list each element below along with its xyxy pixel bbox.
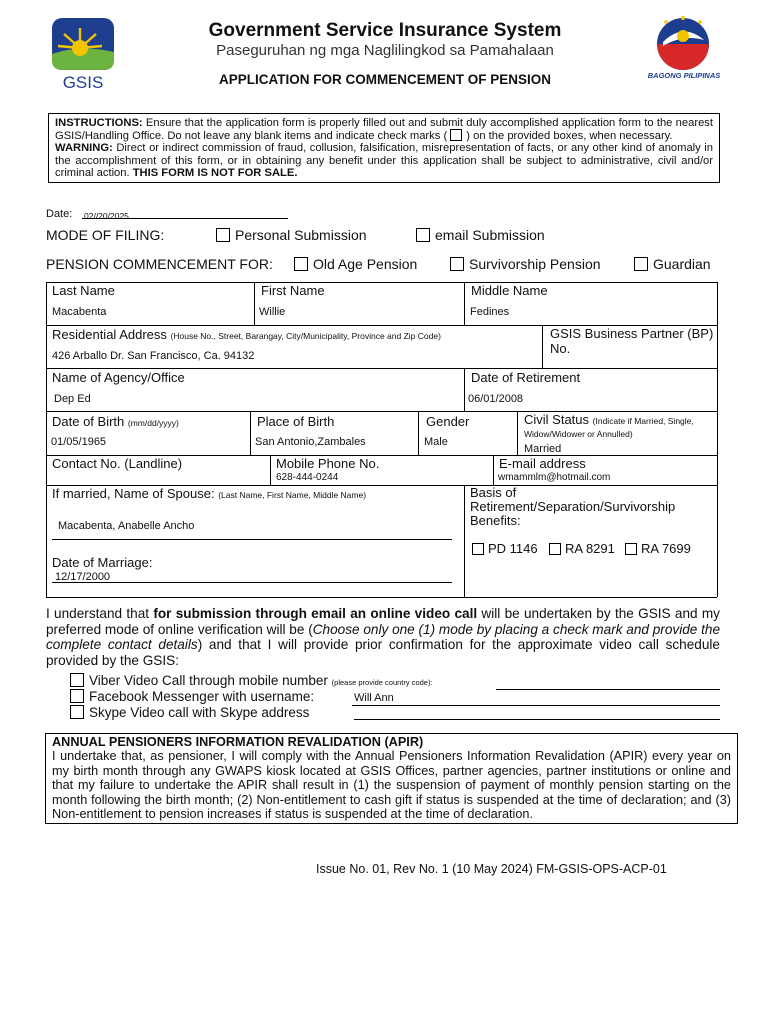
guardian-checkbox[interactable] [634, 257, 648, 271]
basis-ra8291-option[interactable]: RA 8291 [549, 541, 615, 556]
form-issue-number: Issue No. 01, Rev No. 1 (10 May 2024) FM-GSIS-OPS-ACP-01 [316, 862, 667, 876]
mobile-label: Mobile Phone No. [276, 456, 380, 471]
warning-text: Direct or indirect commission of fraud, collusion, falsification, misrepresentation of facts, or any other kind of anomaly in the accomplishment of this form, or in obtaining any benefit under this application shall be subject to administrative, civil and/or criminal action. [55, 142, 713, 179]
address-label: Residential Address (House No., Street, Barangay, City/Municipality, Province and Zip Code) [52, 327, 441, 342]
facebook-username-line [352, 705, 720, 706]
instructions-label: INSTRUCTIONS: [55, 117, 143, 129]
date-label: Date: [46, 208, 73, 220]
viber-hint: (please provide country code): [331, 678, 433, 687]
gsis-logo-text: GSIS [62, 73, 104, 92]
gender-field[interactable]: Male [424, 436, 448, 448]
address-field[interactable]: 426 Arballo Dr. San Francisco, Ca. 94132 [52, 350, 255, 362]
survivorship-option[interactable]: Survivorship Pension [450, 256, 601, 272]
retirement-date-field[interactable]: 06/01/2008 [468, 393, 524, 405]
mode-personal-checkbox[interactable] [216, 228, 230, 242]
skype-option[interactable]: Skype Video call with Skype address [70, 705, 309, 720]
guardian-option[interactable]: Guardian [634, 256, 711, 272]
dob-hint: (mm/dd/yyyy) [127, 418, 179, 428]
dob-field[interactable]: 01/05/1965 [51, 436, 107, 448]
last-name-label: Last Name [52, 283, 115, 298]
mode-email-option[interactable]: email Submission [416, 227, 545, 243]
sample-checkbox [450, 129, 462, 141]
survivorship-checkbox[interactable] [450, 257, 464, 271]
not-for-sale-text: THIS FORM IS NOT FOR SALE. [132, 166, 298, 179]
retirement-date-label: Date of Retirement [471, 370, 581, 385]
old-age-checkbox[interactable] [294, 257, 308, 271]
org-name: Government Service Insurance System [208, 20, 562, 41]
last-name-field[interactable]: Macabenta [52, 306, 107, 318]
civil-status-label: Civil Status (Indicate if Married, Single, Widow/Widower or Annulled) [524, 412, 694, 439]
gsis-logo [50, 16, 120, 92]
facebook-checkbox[interactable] [70, 689, 84, 703]
form-title: APPLICATION FOR COMMENCEMENT OF PENSION [218, 72, 551, 87]
ra7699-checkbox[interactable] [625, 543, 637, 555]
date-underline [82, 218, 288, 219]
gender-label: Gender [426, 414, 470, 429]
marriage-date-field[interactable]: 12/17/2000 [55, 571, 111, 583]
civil-status-field[interactable]: Married [524, 443, 562, 455]
agency-label: Name of Agency/Office [52, 370, 185, 385]
facebook-option[interactable]: Facebook Messenger with username: [70, 689, 314, 704]
viber-option[interactable]: Viber Video Call through mobile number (please provide country code): [70, 673, 433, 688]
apir-box [45, 733, 738, 824]
skype-checkbox[interactable] [70, 705, 84, 719]
mode-email-checkbox[interactable] [416, 228, 430, 242]
ra8291-checkbox[interactable] [549, 543, 561, 555]
mode-personal-option[interactable]: Personal Submission [216, 227, 367, 243]
old-age-option[interactable]: Old Age Pension [294, 256, 417, 272]
date-value[interactable]: 02//20/2025 [84, 211, 129, 221]
viber-checkbox[interactable] [70, 673, 84, 687]
agency-field[interactable]: Dep Ed [54, 393, 91, 405]
mobile-field[interactable]: 628-444-0244 [276, 472, 339, 483]
facebook-username-field[interactable]: Will Ann [354, 692, 394, 704]
spouse-field[interactable]: Macabenta, Anabelle Ancho [58, 520, 195, 532]
bp-number-label: GSIS Business Partner (BP) No. [550, 326, 714, 356]
apir-text: I undertake that, as pensioner, I will comply with the Annual Pensioners Information Revalidation (APIR) every year on my birth month through any GWAPS kiosk located at GSIS Offices, partner agencies, partner institutions or online and that my failure to undertake the APIR shall result in (1) the suspension of payment of monthly pension starting on the month following the birth month; (2) Non-entitlement to cash gift if status is suspended at the time of declaration; and (3) Non-entitlement to pension increases if status is suspended at the time of declaration. [52, 749, 731, 822]
mode-of-filing-label: MODE OF FILING: [46, 227, 165, 243]
apir-title: ANNUAL PENSIONERS INFORMATION REVALIDATION (APIR) [52, 735, 424, 749]
pd1146-checkbox[interactable] [472, 543, 484, 555]
basis-pd1146-option[interactable]: PD 1146 [472, 541, 538, 556]
basis-ra7699-option[interactable]: RA 7699 [625, 541, 691, 556]
org-subtitle: Paseguruhan ng mga Naglilingkod sa Pamahalaan [216, 42, 554, 59]
spouse-label: If married, Name of Spouse: (Last Name, First Name, Middle Name) [52, 486, 367, 501]
dob-label: Date of Birth (mm/dd/yyyy) [52, 414, 179, 429]
video-call-paragraph: I understand that for submission through email an online video call will be undertaken by the GSIS and my preferred mode of online verification will be (Choose only one (1) mode by placing a check mark and provide the complete contact details) and that I will provide prior confirmation for the approximate video call schedule provided by the GSIS: [46, 606, 721, 668]
marriage-date-label: Date of Marriage: [52, 555, 153, 570]
civil-status-hint: (Indicate if Married, Single, Widow/Widower or Annulled) [524, 416, 694, 439]
email-field[interactable]: wmammlm@hotmail.com [498, 472, 611, 483]
skype-address-line[interactable] [354, 719, 720, 720]
first-name-field[interactable]: Willie [259, 306, 286, 318]
instructions-text-1: Ensure that the application form is properly filled out and submit duly accomplished application form to the nearest GSIS/Handling Office. Do not leave any blank items and indicate check marks ( [55, 117, 713, 143]
pension-commencement-label: PENSION COMMENCEMENT FOR: [46, 256, 273, 272]
warning-label: WARNING: [55, 142, 113, 155]
pob-label: Place of Birth [257, 414, 335, 429]
address-hint: (House No., Street, Barangay, City/Municipality, Province and Zip Code) [170, 331, 441, 341]
bagong-pilipinas-text: BAGONG PILIPINAS [647, 71, 721, 80]
spouse-hint: (Last Name, First Name, Middle Name) [218, 490, 367, 500]
basis-label: Basis of Retirement/Separation/Survivorship Benefits: [470, 485, 676, 528]
landline-label: Contact No. (Landline) [52, 456, 183, 471]
instructions-box [48, 113, 720, 183]
middle-name-field[interactable]: Fedines [470, 306, 510, 318]
email-label: E-mail address [499, 456, 586, 471]
viber-number-line[interactable] [496, 689, 720, 690]
instructions-text-2: ) on the provided boxes, when necessary. [466, 130, 673, 143]
pob-field[interactable]: San Antonio,Zambales [255, 436, 366, 448]
middle-name-label: Middle Name [471, 283, 548, 298]
first-name-label: First Name [261, 283, 325, 298]
